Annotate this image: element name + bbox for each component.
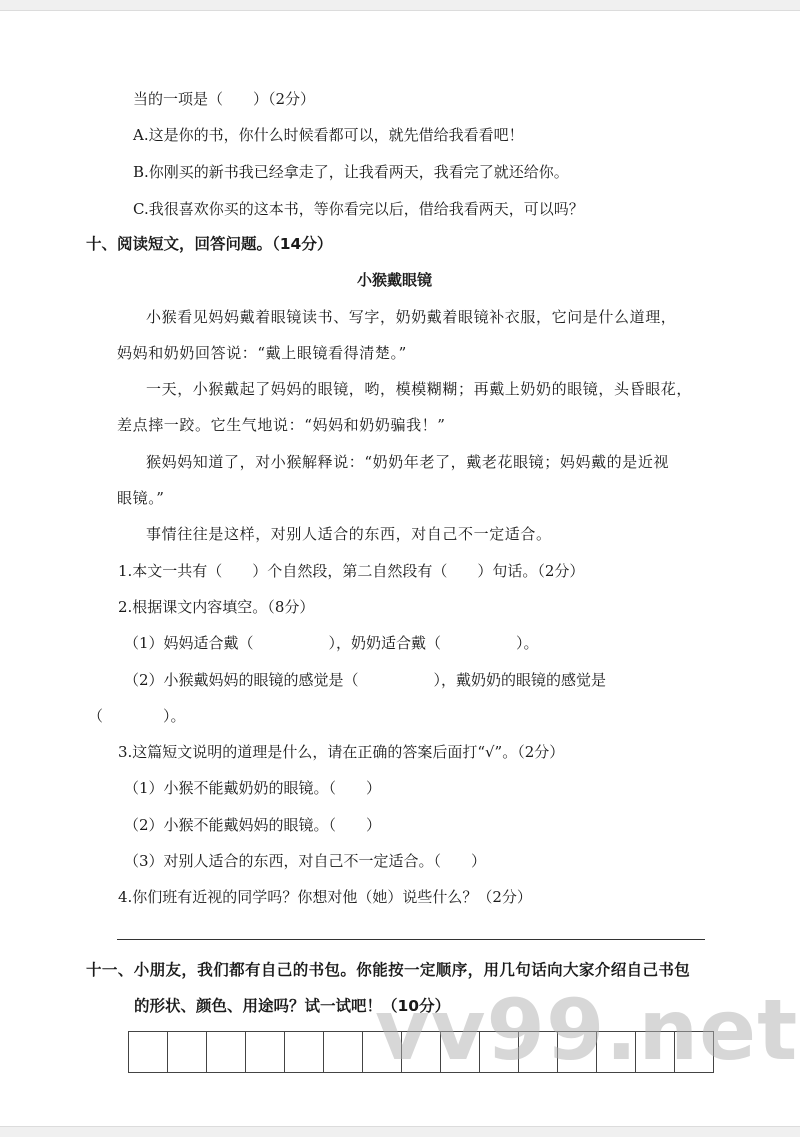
writing-cell[interactable] bbox=[285, 1032, 324, 1072]
passage-line: 猴妈妈知道了，对小猴解释说：“奶奶年老了，戴老花眼镜；妈妈戴的是近视 bbox=[146, 453, 670, 471]
writing-cell[interactable] bbox=[168, 1032, 207, 1072]
passage-title: 小猴戴眼镜 bbox=[357, 271, 433, 289]
q11-heading-cont: 的形状、颜色、用途吗？试一试吧！（10分） bbox=[134, 997, 451, 1015]
q9-option-b: B.你刚买的新书我已经拿走了，让我看两天，我看完了就还给你。 bbox=[133, 163, 569, 181]
writing-cell[interactable] bbox=[441, 1032, 480, 1072]
q9-stem-end: 当的一项是（ ）（2分） bbox=[133, 90, 316, 108]
writing-cell[interactable] bbox=[558, 1032, 597, 1072]
q10-heading: 十、阅读短文，回答问题。（14分） bbox=[86, 235, 333, 253]
q10-sub1: 1.本文一共有（ ）个自然段，第二自然段有（ ）句话。（2分） bbox=[118, 562, 585, 580]
q10-sub3: 3.这篇短文说明的道理是什么，请在正确的答案后面打“√”。（2分） bbox=[118, 743, 565, 761]
writing-cell[interactable] bbox=[597, 1032, 636, 1072]
writing-cell[interactable] bbox=[519, 1032, 558, 1072]
q10-sub2-2-cont: （ ）。 bbox=[88, 707, 186, 725]
writing-cell[interactable] bbox=[129, 1032, 168, 1072]
q10-sub3-option-2: （2）小猴不能戴妈妈的眼镜。（ ） bbox=[124, 816, 382, 834]
passage-line: 妈妈和奶奶回答说：“戴上眼镜看得清楚。” bbox=[117, 344, 407, 362]
q10-sub2-2: （2）小猴戴妈妈的眼镜的感觉是（ ），戴奶奶的眼镜的感觉是 bbox=[124, 671, 607, 689]
q10-sub3-option-1: （1）小猴不能戴奶奶的眼镜。（ ） bbox=[124, 779, 382, 797]
writing-cell[interactable] bbox=[324, 1032, 363, 1072]
q11-heading: 十一、小朋友，我们都有自己的书包。你能按一定顺序，用几句话向大家介绍自己书包 bbox=[86, 961, 691, 979]
passage-line: 差点摔一跤。它生气地说：“妈妈和奶奶骗我！” bbox=[117, 416, 446, 434]
writing-cell[interactable] bbox=[480, 1032, 519, 1072]
q9-option-c: C.我很喜欢你买的这本书，等你看完以后，借给我看两天，可以吗？ bbox=[133, 200, 584, 218]
passage-line: 事情往往是这样，对别人适合的东西，对自己不一定适合。 bbox=[146, 525, 552, 543]
passage-line: 小猴看见妈妈戴着眼镜读书、写字，奶奶戴着眼镜补衣服，它问是什么道理， bbox=[146, 308, 677, 326]
writing-cell[interactable] bbox=[246, 1032, 285, 1072]
q9-option-a: A.这是你的书，你什么时候看都可以，就先借给我看看吧！ bbox=[133, 126, 524, 144]
writing-cell[interactable] bbox=[363, 1032, 402, 1072]
writing-cell[interactable] bbox=[207, 1032, 246, 1072]
passage-line: 眼镜。” bbox=[117, 489, 165, 507]
q10-sub4: 4.你们班有近视的同学吗？你想对他（她）说些什么？（2分） bbox=[118, 888, 532, 906]
writing-cell[interactable] bbox=[675, 1032, 714, 1072]
q10-sub3-option-3: （3）对别人适合的东西，对自己不一定适合。（ ） bbox=[124, 852, 487, 870]
q10-sub2-1: （1）妈妈适合戴（ ），奶奶适合戴（ ）。 bbox=[124, 634, 539, 652]
passage-line: 一天，小猴戴起了妈妈的眼镜，哟，模模糊糊；再戴上奶奶的眼镜，头昏眼花， bbox=[146, 380, 693, 398]
writing-cell[interactable] bbox=[636, 1032, 675, 1072]
writing-cell[interactable] bbox=[402, 1032, 441, 1072]
watermark: vv99.net bbox=[375, 981, 799, 1079]
q10-sub2: 2.根据课文内容填空。（8分） bbox=[118, 598, 315, 616]
writing-grid[interactable] bbox=[128, 1031, 714, 1073]
answer-line[interactable] bbox=[117, 939, 705, 940]
